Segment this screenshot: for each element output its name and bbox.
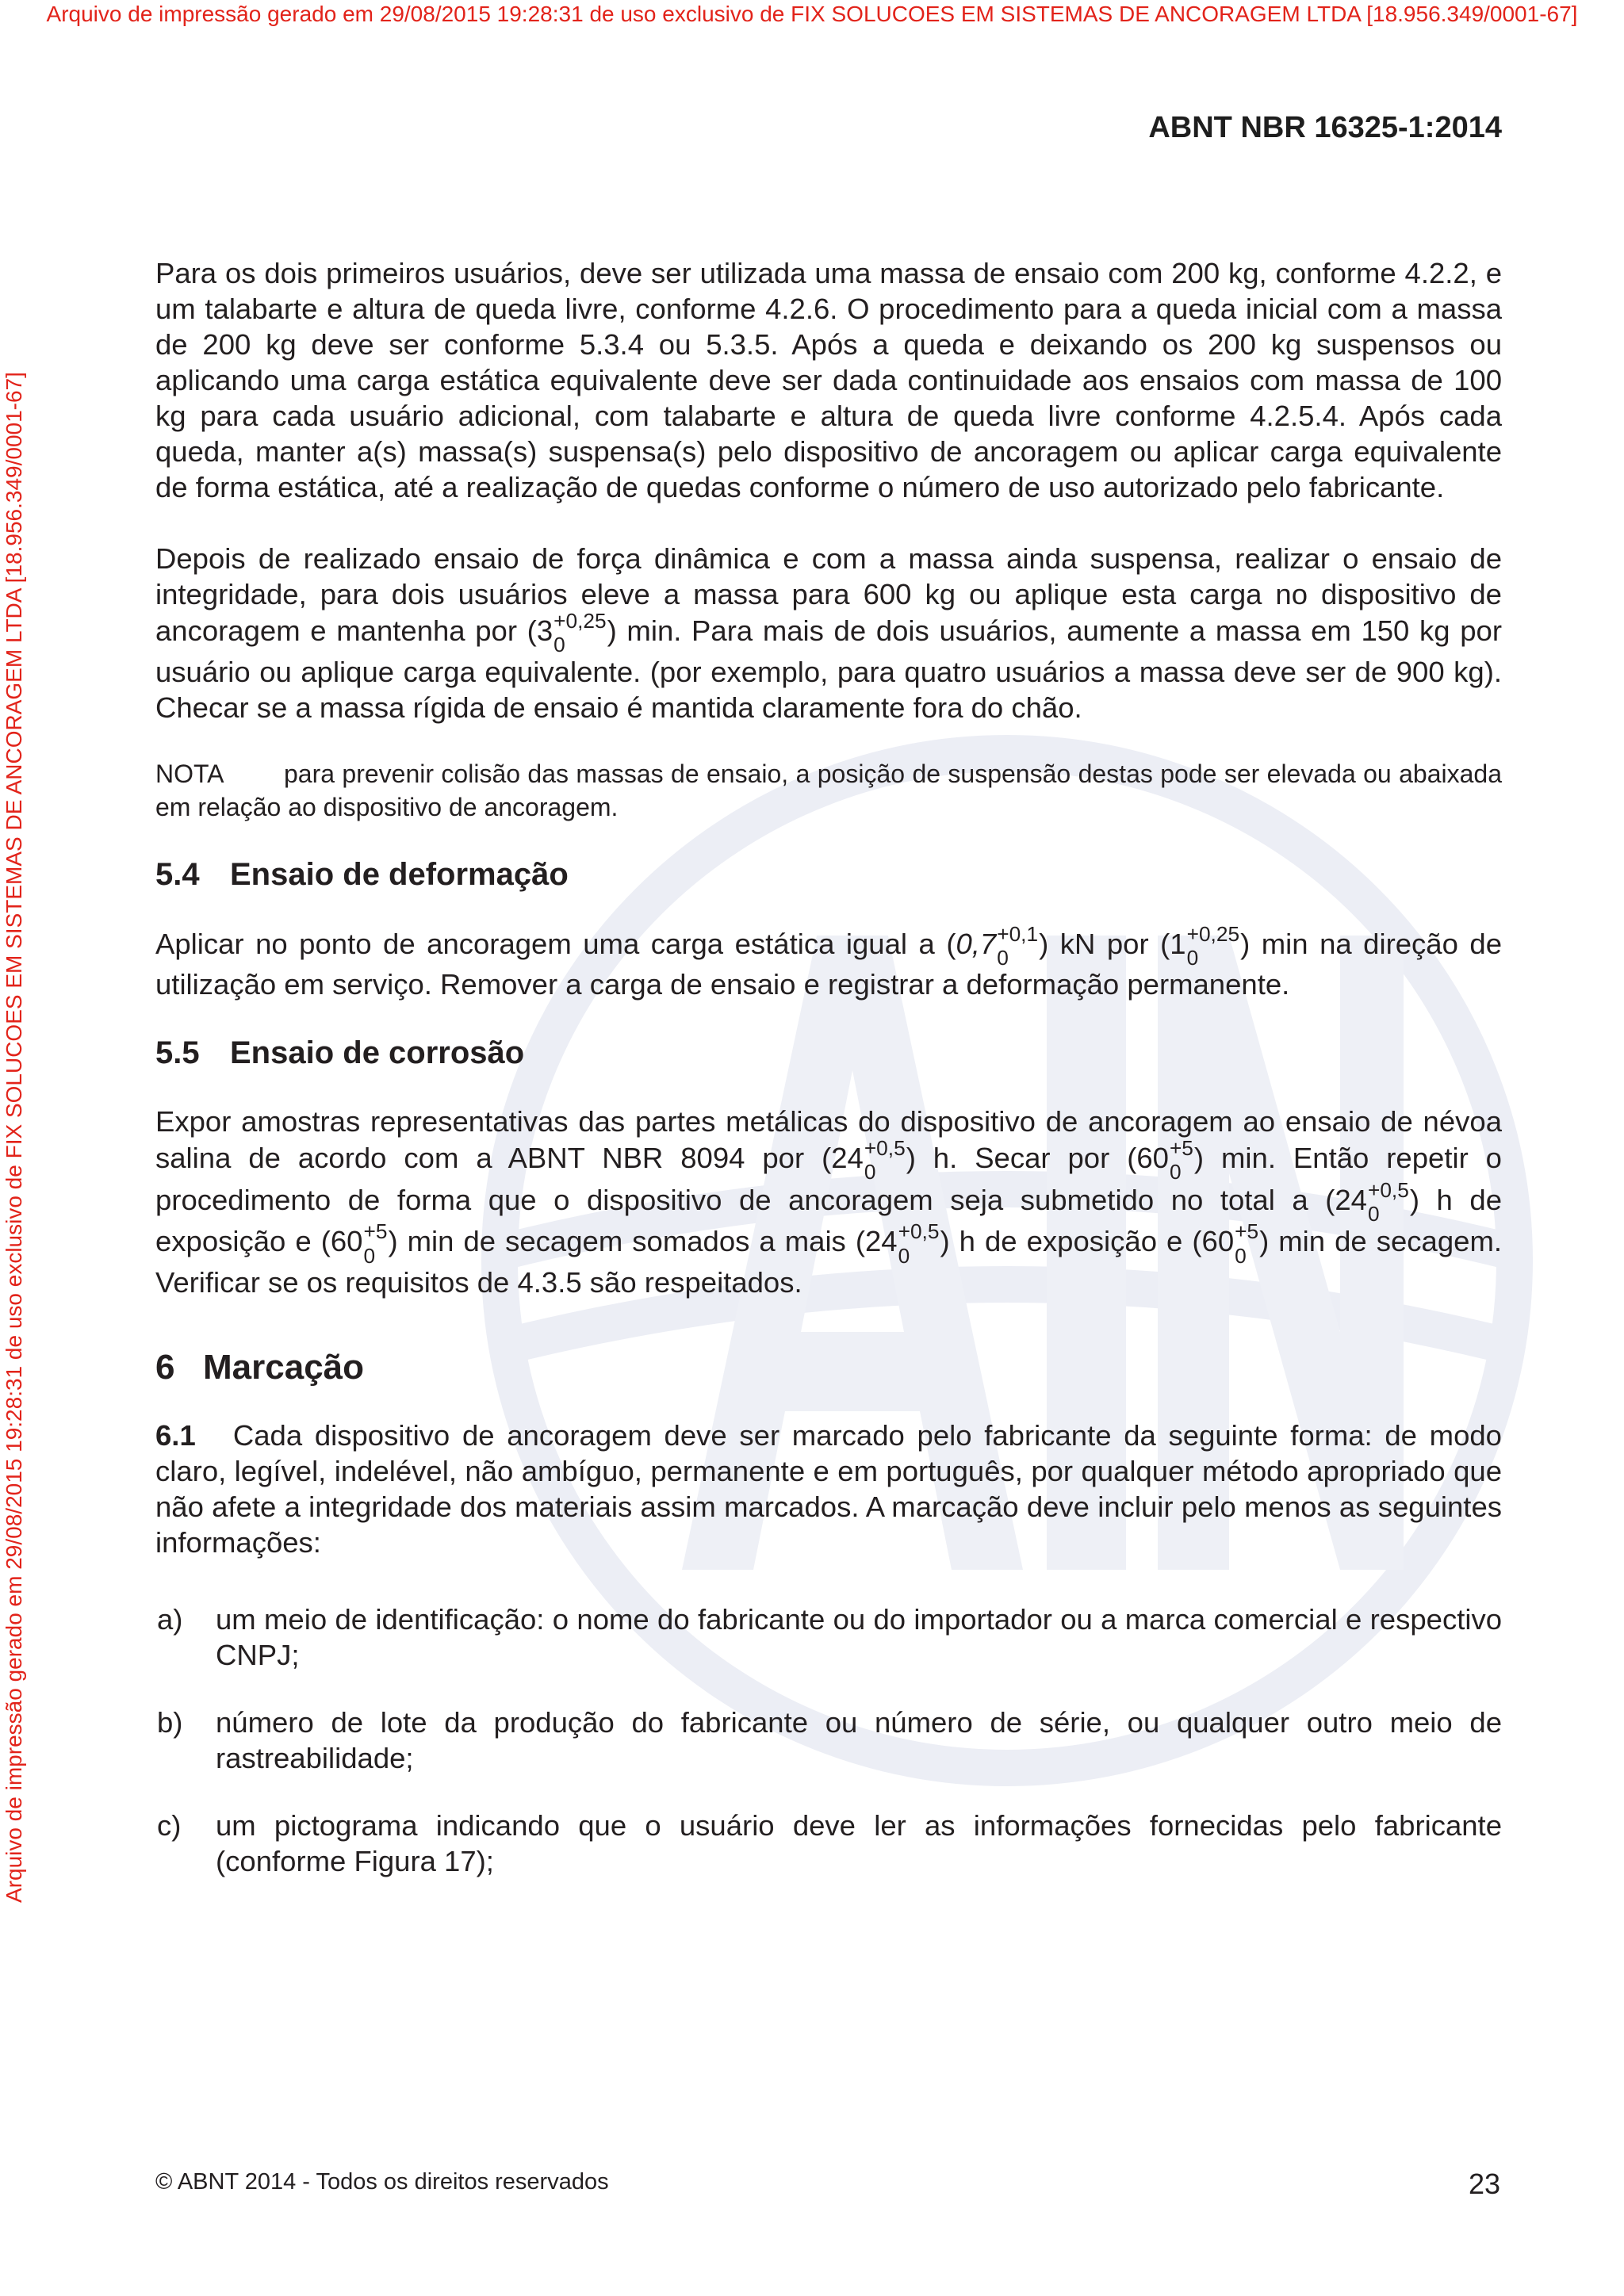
paragraph-test-masses: Para os dois primeiros usuários, deve ser utilizada uma massa de ensaio com 200 kg, conforme 4.2.2, e um talabarte e altura de queda livre, conforme 4.2.6. O procedimento para a queda inicial com a massa de 200 kg deve ser conforme 5.3.4 ou 5.3.5. Após a queda e deixando os 200 kg suspensos ou aplicando uma carga estática equivalente deve ser dada continuidade aos ensaios com massa de 100 kg para cada usuário adicional, com talabarte e altura de queda livre conforme 4.2.5.4. Após cada queda, manter a(s) massa(s) suspensa(s) pelo dispositivo de ancoragem ou aplicar carga equivalente de forma estática, até a realização de quedas conforme o número de uso autorizado pelo fabricante. — [155, 257, 1502, 503]
list-text: um pictograma indicando que o usuário deve ler as informações fornecidas pelo fabricante (conforme Figura 17); — [216, 1808, 1502, 1877]
section-title: Ensaio de corrosão — [230, 1035, 525, 1071]
tolerance: +0,25 0 — [1186, 921, 1240, 970]
tolerance: +0,25 0 — [553, 609, 607, 657]
paragraph-integrity-test — [155, 541, 1502, 725]
footer-copyright: © ABNT 2014 - Todos os direitos reservados — [155, 2169, 609, 2195]
tolerance: +0,1 0 — [997, 921, 1039, 970]
chapter-number: 6 — [155, 1347, 175, 1387]
section-title: Ensaio de deformação — [230, 856, 569, 892]
tolerance: +5 0 — [1235, 1219, 1259, 1268]
tolerance: +0,5 0 — [898, 1219, 940, 1268]
list-text: um meio de identificação: o nome do fabricante ou do importador ou a marca comercial e respectivo CNPJ; — [216, 1602, 1502, 1671]
list-item — [155, 1601, 1502, 1673]
tolerance: +5 0 — [363, 1219, 388, 1268]
paragraph-deformation-test: Aplicar no ponto de ancoragem uma carga estática igual a (0,7 +0,1 0 ) kN por (1 +0,25 0 ) min na direção de utilização em serviço. Remover a carga de ensaio e registrar a deformação permanente. — [155, 921, 1502, 1001]
standard-code: ABNT NBR 16325-1:2014 — [1148, 111, 1502, 144]
print-notice-top: Arquivo de impressão gerado em 29/08/2015 19:28:31 de uso exclusivo de FIX SOLUCOES EM SISTEMAS DE ANCORAGEM LTDA [18.956.349/0001-67] — [46, 2, 1578, 26]
section-heading-5-4 — [155, 855, 1502, 894]
paragraph-text: ) min. Para mais de dois usuários, aumente a massa em 150 kg por usuário ou aplique carga equivalente. (por exemplo, para quatro usuários a massa deve ser de 900 kg). Checar se a massa rígida de ensaio é mantida claramente fora do chão. — [155, 614, 1502, 724]
paragraph-text: Depois de realizado ensaio de força dinâmica e com a massa ainda suspensa, realizar o ensaio de integridade, para dois usuários eleve a massa para 600 kg ou aplique esta carga no dispositivo de ancoragem e mantenha por (3 — [155, 542, 1502, 647]
document-body — [155, 255, 1502, 1911]
print-notice-side: Arquivo de impressão gerado em 29/08/2015 19:28:31 de uso exclusivo de FIX SOLUCOES EM SISTEMAS DE ANCORAGEM LTDA [18.956.349/0001-67] — [2, 372, 26, 1903]
list-label: c) — [157, 1808, 182, 1842]
note-text: para prevenir colisão das massas de ensaio, a posição de suspensão destas pode ser elevada ou abaixada em relação ao dispositivo de ancoragem. — [155, 759, 1502, 821]
tolerance: +0,5 0 — [1367, 1177, 1409, 1226]
list-item — [155, 1808, 1502, 1879]
chapter-heading-6 — [155, 1346, 1502, 1389]
list-label: a) — [157, 1602, 183, 1636]
list-item — [155, 1705, 1502, 1776]
clause-text: Cada dispositivo de ancoragem deve ser marcado pelo fabricante da seguinte forma: de modo claro, legível, indelével, não ambíguo, permanente e em português, por qualquer método apropriado que não afete a integridade dos materiais assim marcados. A marcação deve incluir pelo menos as seguintes informações: — [155, 1418, 1502, 1559]
page-number: 23 — [1468, 2168, 1500, 2200]
tolerance: +5 0 — [1169, 1136, 1193, 1184]
tolerance: +0,5 0 — [864, 1136, 906, 1184]
list-text: número de lote da produção do fabricante ou número de série, ou qualquer outro meio de rastreabilidade; — [216, 1705, 1502, 1774]
note — [155, 757, 1502, 824]
paragraph-6-1 — [155, 1418, 1502, 1560]
note-label: NOTA — [155, 759, 224, 788]
section-number: 5.4 — [155, 856, 200, 892]
list-label: b) — [157, 1705, 183, 1739]
section-heading-5-5 — [155, 1034, 1502, 1072]
clause-number: 6.1 — [155, 1418, 196, 1452]
paragraph-corrosion-test: Expor amostras representativas das partes metálicas do dispositivo de ancoragem ao ensaio de névoa salina de acordo com a ABNT NBR 8094 por (24 +0,5 0 ) h. Secar por (60 +5 0 ) min. Então repetir o procedimento de forma que o dispositivo de ancoragem seja submetido no total a (24 +0,5 0 ) h de exposição e (60 +5 0 ) min de secagem somados a mais (24 +0,5 0 ) h de exposição e (60 +5 0 ) min de secagem. Verificar se os requisitos de 4.3.5 são respeitados. — [155, 1105, 1503, 1299]
chapter-title: Marcação — [203, 1347, 365, 1387]
section-number: 5.5 — [155, 1035, 200, 1071]
